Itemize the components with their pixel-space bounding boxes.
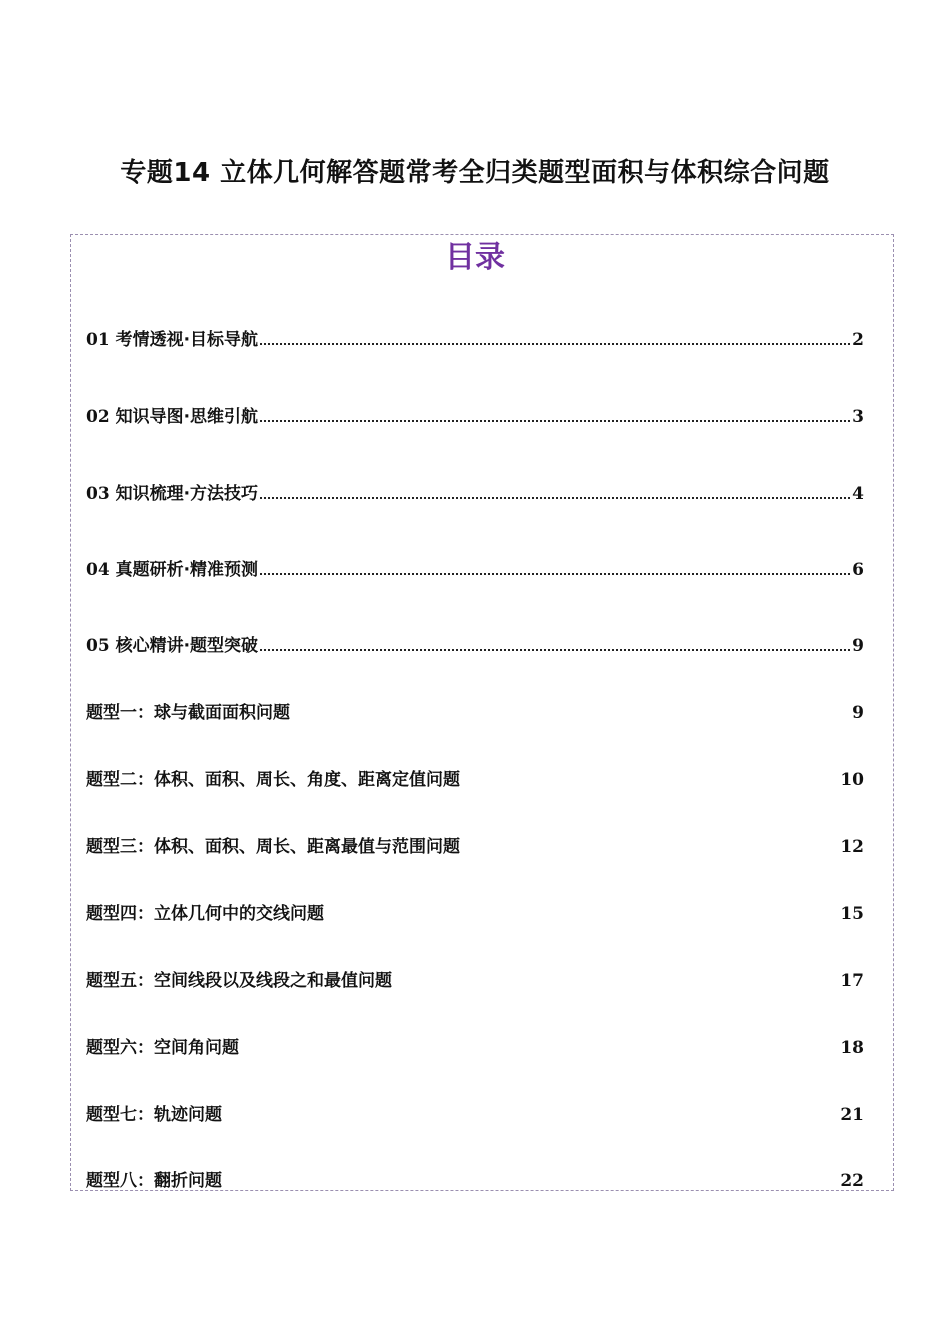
toc-entry-label: 真题研析·精准预测 <box>115 560 259 580</box>
toc-entry-page: 12 <box>840 837 864 857</box>
dot-leader <box>260 649 850 651</box>
toc-entry-page: 2 <box>852 330 864 350</box>
toc-entry-page: 18 <box>840 1038 864 1058</box>
toc-entry-page: 21 <box>840 1105 864 1125</box>
toc-entry-number: 04 <box>86 560 110 580</box>
toc-entry-number: 02 <box>86 407 110 427</box>
toc-entry-section-02[interactable] <box>86 402 864 427</box>
toc-entry-page: 22 <box>840 1171 864 1191</box>
toc-entry-type-6[interactable] <box>86 1033 864 1058</box>
dot-leader <box>260 497 850 499</box>
toc-entry-label: 题型八：翻折问题 <box>86 1171 222 1191</box>
toc-entry-section-01[interactable] <box>86 325 864 350</box>
toc-entry-type-7[interactable] <box>86 1100 864 1125</box>
dot-leader <box>260 343 850 345</box>
toc-entry-section-05[interactable] <box>86 631 864 656</box>
dot-leader <box>260 420 850 422</box>
toc-entry-type-3[interactable] <box>86 832 864 857</box>
toc-entry-type-8[interactable] <box>86 1166 864 1191</box>
toc-entry-type-1[interactable] <box>86 698 864 723</box>
toc-entry-section-03[interactable] <box>86 479 864 504</box>
toc-entry-type-2[interactable] <box>86 765 864 790</box>
toc-entry-number: 03 <box>86 484 110 504</box>
toc-entry-page: 9 <box>852 636 864 656</box>
document-title: 专题14 立体几何解答题常考全归类题型面积与体积综合问题 <box>120 158 830 188</box>
toc-entry-label: 题型五：空间线段以及线段之和最值问题 <box>86 971 392 991</box>
toc-entry-section-04[interactable] <box>86 555 864 580</box>
toc-entry-label: 题型四：立体几何中的交线问题 <box>86 904 324 924</box>
toc-entry-label: 核心精讲·题型突破 <box>115 636 259 656</box>
toc-entry-number: 01 <box>86 330 110 350</box>
toc-entry-page: 4 <box>852 484 864 504</box>
toc-entry-page: 17 <box>840 971 864 991</box>
toc-entry-label: 题型三：体积、面积、周长、距离最值与范围问题 <box>86 837 460 857</box>
toc-entry-page: 9 <box>852 703 864 723</box>
toc-entry-number: 05 <box>86 636 110 656</box>
toc-entry-page: 10 <box>840 770 864 790</box>
toc-entry-label: 题型七：轨迹问题 <box>86 1105 222 1125</box>
toc-entry-page: 6 <box>852 560 864 580</box>
toc-entry-label: 题型六：空间角问题 <box>86 1038 239 1058</box>
toc-entry-label: 题型一：球与截面面积问题 <box>86 703 290 723</box>
toc-entry-page: 3 <box>852 407 864 427</box>
toc-entry-label: 题型二：体积、面积、周长、角度、距离定值问题 <box>86 770 460 790</box>
toc-heading: 目录 <box>445 240 505 275</box>
toc-entry-type-5[interactable] <box>86 966 864 991</box>
toc-entry-page: 15 <box>840 904 864 924</box>
toc-entry-label: 知识导图·思维引航 <box>115 407 259 427</box>
toc-entry-type-4[interactable] <box>86 899 864 924</box>
dot-leader <box>260 573 850 575</box>
toc-entry-label: 考情透视·目标导航 <box>115 330 259 350</box>
toc-entry-label: 知识梳理·方法技巧 <box>115 484 259 504</box>
